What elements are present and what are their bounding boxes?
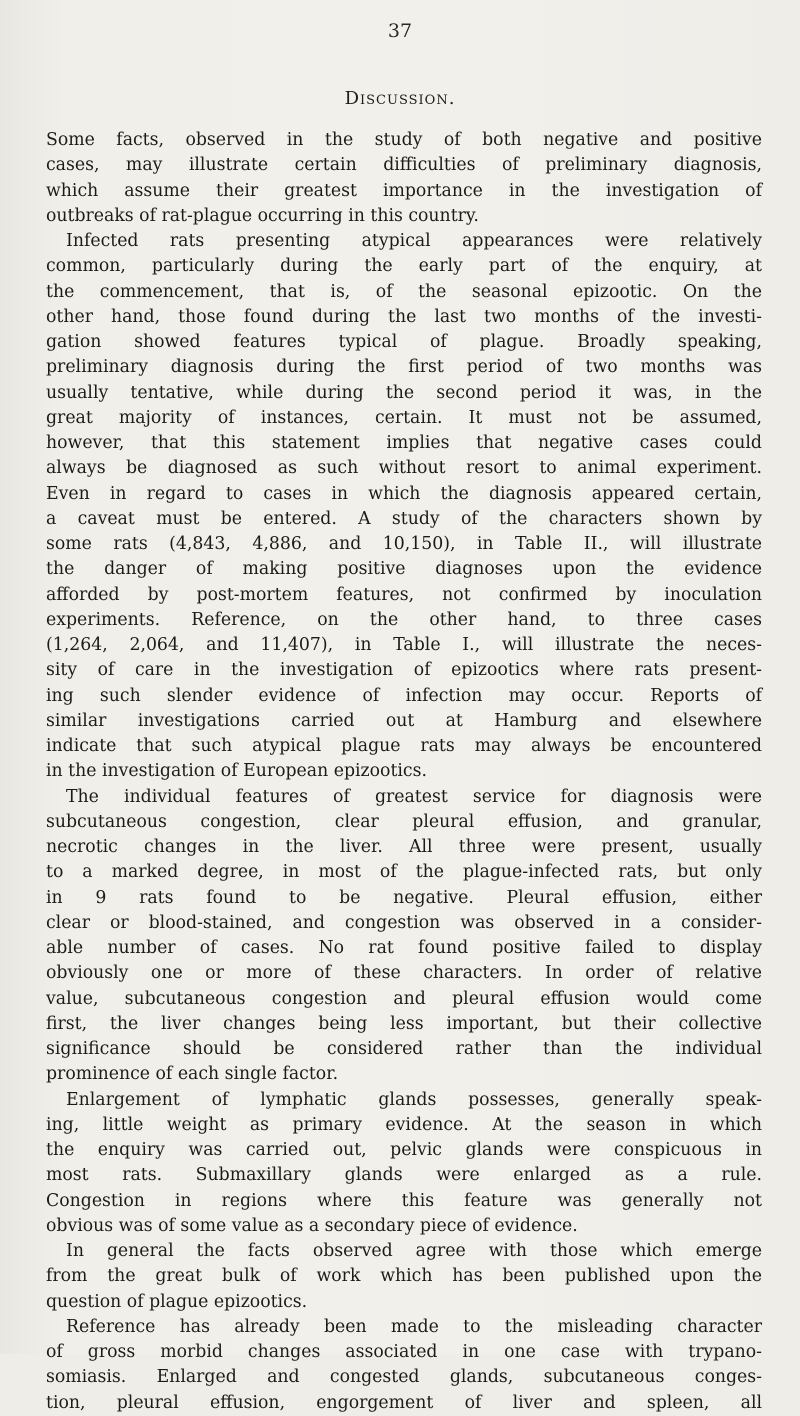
text-line: somiasis. Enlarged and congested glands, subcutaneous conges- xyxy=(46,1367,762,1388)
text-line: experiments. Reference, on the other hand, to three cases xyxy=(46,609,762,630)
text-line: question of plague epizootics. xyxy=(46,1291,308,1312)
text-line: indicate that such atypical plague rats may always be encountered xyxy=(46,736,762,756)
text-line: first, the liver changes being less important, but their collective xyxy=(46,1013,762,1034)
text-line: the danger of making positive diagnoses upon the evidence xyxy=(46,559,762,580)
text-line: some rats (4,843, 4,886, and 10,150), in Table II., will illustrate xyxy=(46,534,762,554)
text-line: tion, pleural effusion, engorgement of liver and spleen, all xyxy=(46,1392,762,1413)
text-line: outbreaks of rat-plague occurring in this country. xyxy=(46,205,479,226)
text-line: obvious was of some value as a secondary piece of evidence. xyxy=(46,1215,578,1236)
text-line: the commencement, that is, of the seasonal epizootic. On the xyxy=(46,281,762,302)
text-line: similar investigations carried out at Hamburg and elsewhere xyxy=(46,710,762,731)
text-line: Congestion in regions where this feature was generally not xyxy=(46,1190,762,1211)
text-line: cases, may illustrate certain difficulties of preliminary diagnosis, xyxy=(46,155,762,176)
text-line: preliminary diagnosis during the first period of two months was xyxy=(46,357,762,378)
body-text xyxy=(46,128,762,1416)
text-line: value, subcutaneous congestion and pleural effusion would come xyxy=(46,988,762,1009)
text-line: clear or blood-stained, and congestion was observed in a consider- xyxy=(46,912,762,933)
text-line: Even in regard to cases in which the diagnosis appeared certain, xyxy=(46,483,762,504)
text-line: necrotic changes in the liver. All three were present, usually xyxy=(46,837,762,857)
text-line: other hand, those found during the last two months of the investi- xyxy=(46,306,762,327)
text-line: however, that this statement implies that negative cases could xyxy=(46,433,762,453)
text-line: Reference has already been made to the misleading character xyxy=(66,1316,762,1337)
text-line: in 9 rats found to be negative. Pleural effusion, either xyxy=(46,887,762,908)
text-line: In general the facts observed agree with those which emerge xyxy=(66,1241,762,1261)
text-line: common, particularly during the early part of the enquiry, at xyxy=(46,256,762,277)
text-line: ing, little weight as primary evidence. At the season in which xyxy=(46,1114,762,1135)
text-line: the enquiry was carried out, pelvic glands were conspicuous in xyxy=(46,1140,762,1160)
text-line: to a marked degree, in most of the plague-infected rats, but only xyxy=(46,862,762,883)
text-line: Some facts, observed in the study of both negative and positive xyxy=(46,130,762,150)
text-line: in the investigation of European epizootics. xyxy=(46,761,427,782)
text-line: which assume their greatest importance in the investigation of xyxy=(46,180,762,201)
text-line: obviously one or more of these characters. In order of relative xyxy=(46,963,762,984)
text-line: from the great bulk of work which has been published upon the xyxy=(46,1266,762,1287)
text-line: usually tentative, while during the second period it was, in the xyxy=(46,382,762,403)
text-line: great majority of instances, certain. It must not be assumed, xyxy=(46,407,762,428)
text-line: gation showed features typical of plague. Broadly speaking, xyxy=(46,332,762,352)
text-line: (1,264, 2,064, and 11,407), in Table I., will illustrate the neces- xyxy=(46,635,762,655)
text-line: prominence of each single factor. xyxy=(46,1064,339,1085)
section-heading: Discussion. xyxy=(344,88,456,109)
text-line: always be diagnosed as such without resort to animal experiment. xyxy=(46,458,762,479)
text-line: able number of cases. No rat found positive failed to display xyxy=(46,938,762,958)
text-line: Infected rats presenting atypical appearances were relatively xyxy=(66,231,762,251)
text-line: afforded by post-mortem features, not confirmed by inoculation xyxy=(46,584,762,605)
text-line: subcutaneous congestion, clear pleural effusion, and granular, xyxy=(46,811,762,832)
text-line: a caveat must be entered. A study of the characters shown by xyxy=(46,508,762,529)
text-line: ing such slender evidence of infection may occur. Reports of xyxy=(46,685,762,706)
text-line: of gross morbid changes associated in one case with trypano- xyxy=(46,1342,762,1362)
text-line: sity of care in the investigation of epizootics where rats present- xyxy=(46,660,762,681)
text-line: most rats. Submaxillary glands were enlarged as a rule. xyxy=(46,1165,762,1186)
page-number: 37 xyxy=(387,20,413,42)
text-line: significance should be considered rather than the individual xyxy=(46,1039,762,1059)
text-line: Enlargement of lymphatic glands possesses, generally speak- xyxy=(66,1089,762,1110)
text-line: The individual features of greatest service for diagnosis were xyxy=(66,786,762,807)
